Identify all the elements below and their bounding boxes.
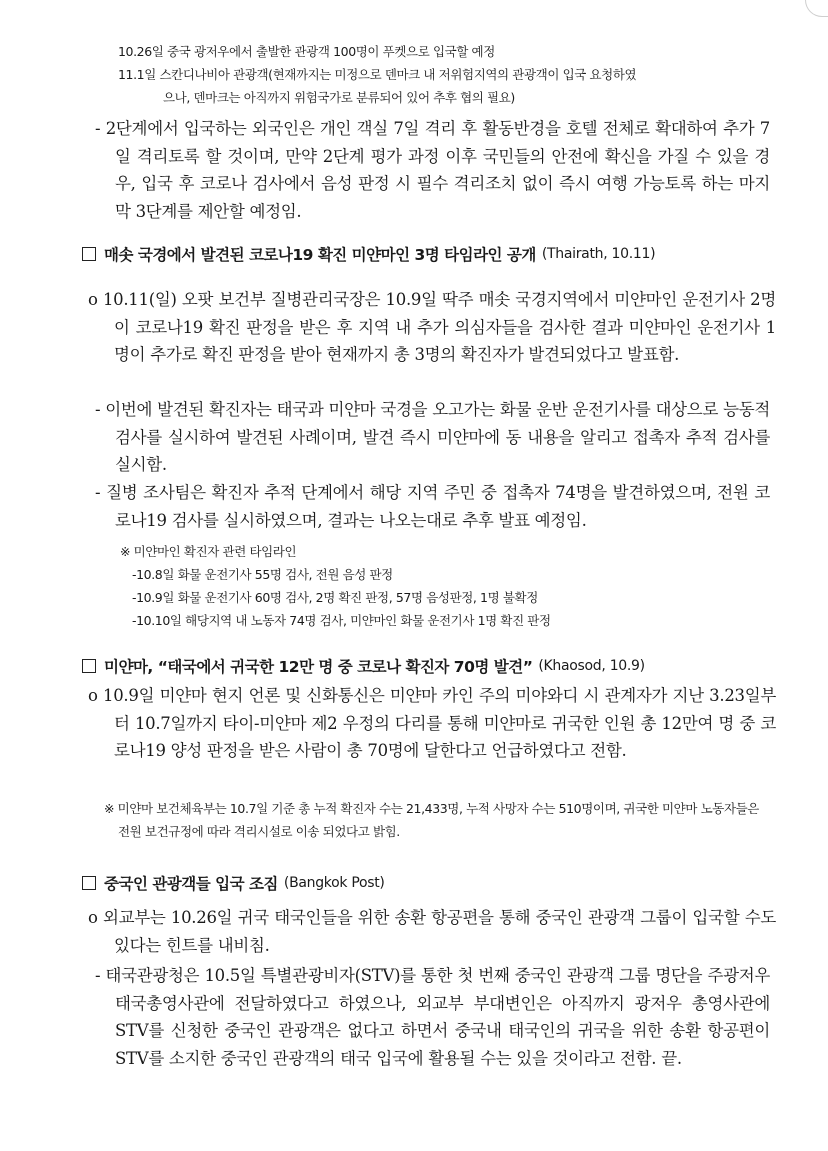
- section-3-title: 중국인 관광객들 입국 조짐: [104, 875, 278, 893]
- checkbox-square-icon: [82, 247, 96, 261]
- section-1-note-line-2: -10.9일 화물 운전기사 60명 검사, 2명 확진 판정, 57명 음성판정, 1명 불확정: [132, 590, 538, 605]
- section-1-circle-paragraph: o 10.11(일) 오팟 보건부 질병관리국장은 10.9일 딱주 매솟 국경지역에서 미얀마인 운전기사 2명이 코로나19 확진 판정을 받은 후 지역 내 추가 의심자들을 검사한 결과 미얀마인 운전기사 1명이 추가로 확진 판정을 받아 현재까지 총 3명의 확진자가 발견되었다고 발표함.: [88, 290, 776, 364]
- section-1-source: (Thairath, 10.11): [541, 246, 656, 262]
- section-1-note-line-3: -10.10일 해당지역 내 노동자 74명 검사, 미얀마인 화물 운전기사 1명 확진 판정: [132, 613, 551, 628]
- intro-note-1: 10.26일 중국 광저우에서 출발한 관광객 100명이 푸켓으로 입국할 예정: [118, 44, 495, 59]
- intro-dash-paragraph: - 2단계에서 입국하는 외국인은 개인 객실 7일 격리 후 활동반경을 호텔 전체로 확대하여 추가 7일 격리토록 할 것이며, 만약 2단계 평가 과정 이후 국민들의 안전에 확신을 가질 수 있을 경우, 입국 후 코로나 검사에서 음성 판정 시 필수 격리조치 없이 즉시 여행 가능토록 하는 마지막 3단계를 제안할 예정임.: [95, 119, 770, 221]
- section-2-note: ※ 미얀마 보건체육부는 10.7일 기준 총 누적 확진자 수는 21,433명, 누적 사망자 수는 510명이며, 귀국한 미얀마 노동자들은 전원 보건규정에 따라 격리시설로 이송 되었다고 밝힘.: [104, 801, 759, 839]
- section-3-source: (Bangkok Post): [283, 875, 385, 891]
- section-1-dash-1: - 이번에 발견된 확진자는 태국과 미얀마 국경을 오고가는 화물 운반 운전기사를 대상으로 능동적 검사를 실시하여 발견된 사례이며, 발견 즉시 미얀마에 동 내용을 알리고 접촉자 추적 검사를 실시함.: [95, 400, 770, 474]
- section-1-heading: [82, 243, 782, 265]
- section-3-heading: [82, 872, 782, 894]
- section-2-title: 미얀마, “태국에서 귀국한 12만 명 중 코로나 확진자 70명 발견”: [104, 658, 533, 676]
- section-2-source: (Khaosod, 10.9): [538, 658, 645, 674]
- checkbox-square-icon: [82, 659, 96, 673]
- intro-note-2-cont: 으나, 덴마크는 아직까지 위험국가로 분류되어 있어 추후 협의 필요): [163, 90, 515, 105]
- checkbox-square-icon: [82, 876, 96, 890]
- section-1-note-line-1: -10.8일 화물 운전기사 55명 검사, 전원 음성 판정: [132, 567, 393, 582]
- intro-note-2: 11.1일 스칸디나비아 관광객(현재까지는 미정으로 덴마크 내 저위험지역의 관광객이 입국 요청하였: [118, 67, 637, 82]
- section-2-heading: [82, 655, 782, 677]
- page-corner-decoration: [805, 0, 828, 17]
- section-2-circle-paragraph: o 10.9일 미얀마 현지 언론 및 신화통신은 미얀마 카인 주의 미야와디 시 관계자가 지난 3.23일부터 10.7일까지 타이-미얀마 제2 우정의 다리를 통해 미얀마로 귀국한 인원 총 12만여 명 중 코로나19 양성 판정을 받은 사람이 총 70명에 달한다고 언급하였다고 전함.: [88, 686, 776, 760]
- section-3-circle-paragraph: o 외교부는 10.26일 귀국 태국인들을 위한 송환 항공편을 통해 중국인 관광객 그룹이 입국할 수도 있다는 힌트를 내비침.: [88, 908, 776, 955]
- section-1-dash-2: - 질병 조사팀은 확진자 추적 단계에서 해당 지역 주민 중 접촉자 74명을 발견하였으며, 전원 코로나19 검사를 실시하였으며, 결과는 나오는대로 추후 발표 예정임.: [95, 483, 770, 530]
- section-3-dash-1: - 태국관광청은 10.5일 특별관광비자(STV)를 통한 첫 번째 중국인 관광객 그룹 명단을 주광저우 태국총영사관에 전달하였다고 하였으나, 외교부 부대변인은 아직까지 광저우 총영사관에 STV를 신청한 중국인 관광객은 없다고 하면서 중국내 태국인의 귀국을 위한 송환 항공편이 STV를 소지한 중국인 관광객의 태국 입국에 활용될 수는 있을 것이라고 전함. 끝.: [95, 966, 770, 1068]
- section-1-title: 매솟 국경에서 발견된 코로나19 확진 미얀마인 3명 타임라인 공개: [104, 246, 536, 264]
- section-1-note-title: ※ 미얀마인 확진자 관련 타임라인: [120, 544, 297, 559]
